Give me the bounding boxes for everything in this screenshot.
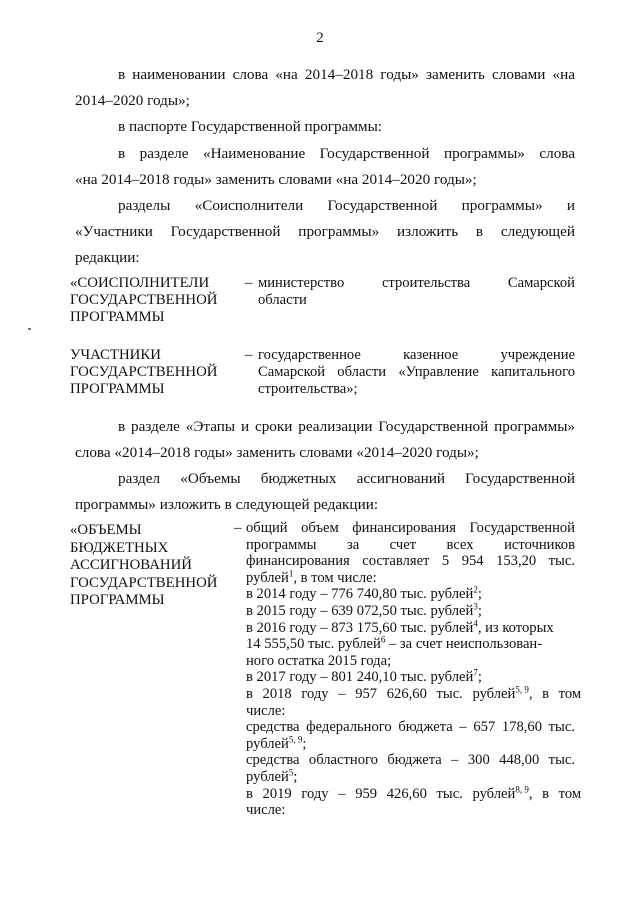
paragraph-stages-line2: слова «2014–2018 годы» заменить словами «2014–2020 годы»;	[75, 444, 479, 461]
paragraph-name-change-line1: в наименовании слова «на 2014–2018 годы» заменить словами «на	[118, 66, 575, 83]
budget-2016: в 2016 году – 873 175,60 тыс. рублей$^4$, из которых	[246, 618, 554, 636]
participants-label: УЧАСТНИКИ ГОСУДАРСТВЕННОЙ ПРОГРАММЫ	[70, 347, 218, 397]
budget-text	[246, 520, 582, 819]
budget-total-line1: общий объем финансирования Государственной	[246, 520, 575, 536]
budget-label: «ОБЪЕМЫ БЮДЖЕТНЫХ АССИГНОВАНИЙ ГОСУДАРСТВЕННОЙ ПРОГРАММЫ	[70, 522, 218, 608]
paragraph-name-section-line1: в разделе «Наименование Государственной программы» слова	[118, 145, 575, 162]
paragraph-passport: в паспорте Государственной программы:	[118, 118, 383, 135]
paragraph-name-change-line2: 2014–2020 годы»;	[75, 92, 190, 109]
paragraph-sections-line2: «Участники Государственной программы» изложить в следующей	[75, 223, 575, 240]
paragraph-sections-line3: редакции:	[75, 249, 140, 266]
budget-2016-line3: ного остатка 2015 года;	[246, 652, 392, 669]
paragraph-stages-line1: в разделе «Этапы и сроки реализации Государственной программы»	[118, 418, 575, 435]
paragraph-budget-line1: раздел «Объемы бюджетных ассигнований Государственной	[118, 470, 575, 487]
budget-2019: в 2019 году – 959 426,60 тыс. рублей$^{8, 9}$, в том	[246, 784, 582, 802]
budget-2017: в 2017 году – 801 240,10 тыс. рублей$^7$;	[246, 667, 482, 686]
budget-federal-line1: средства федерального бюджета – 657 178,60 тыс.	[246, 719, 575, 736]
coexecutors-dash: –	[245, 275, 253, 291]
coexecutors-text: министерство строительства Самарской области	[258, 275, 575, 308]
budget-dash: –	[234, 520, 242, 536]
margin-mark	[28, 328, 31, 330]
coexecutors-label: «СОИСПОЛНИТЕЛИ ГОСУДАРСТВЕННОЙ ПРОГРАММЫ	[70, 275, 218, 325]
budget-2015: в 2015 году – 639 072,50 тыс. рублей$^3$;	[246, 601, 482, 619]
budget-federal-line2: рублей$^{5, 9}$;	[246, 734, 307, 752]
budget-total-line2: программы за счет всех источников	[246, 536, 575, 553]
budget-total-line4: рублей$^1$, в том числе:	[246, 568, 377, 586]
participants-dash: –	[245, 347, 253, 363]
page-number: 2	[316, 30, 324, 46]
budget-regional-line1: средства областного бюджета – 300 448,00 тыс.	[246, 752, 575, 769]
participants-text: государственное казенное учреждение Самарской области «Управление капитального строительства»;	[258, 347, 575, 397]
paragraph-budget-line2: программы» изложить в следующей редакции:	[75, 496, 379, 513]
budget-2014: в 2014 году – 776 740,80 тыс. рублей$^2$;	[246, 584, 482, 603]
budget-2018-line2: числе:	[246, 702, 286, 719]
budget-regional-line2: рублей$^5$;	[246, 767, 298, 785]
paragraph-name-section-line2: «на 2014–2018 годы» заменить словами «на 2014–2020 годы»;	[75, 171, 477, 188]
budget-total-line3: финансирования составляет 5 954 153,20 тыс.	[246, 553, 575, 570]
budget-2019-line2: числе:	[246, 802, 286, 819]
paragraph-sections-line1: разделы «Соисполнители Государственной программы» и	[118, 197, 575, 214]
budget-2018: в 2018 году – 957 626,60 тыс. рублей$^{5, 9}$, в том	[246, 684, 582, 702]
budget-2016-line2: 14 555,50 тыс. рублей$^6$ – за счет неиспользован-	[246, 634, 543, 653]
